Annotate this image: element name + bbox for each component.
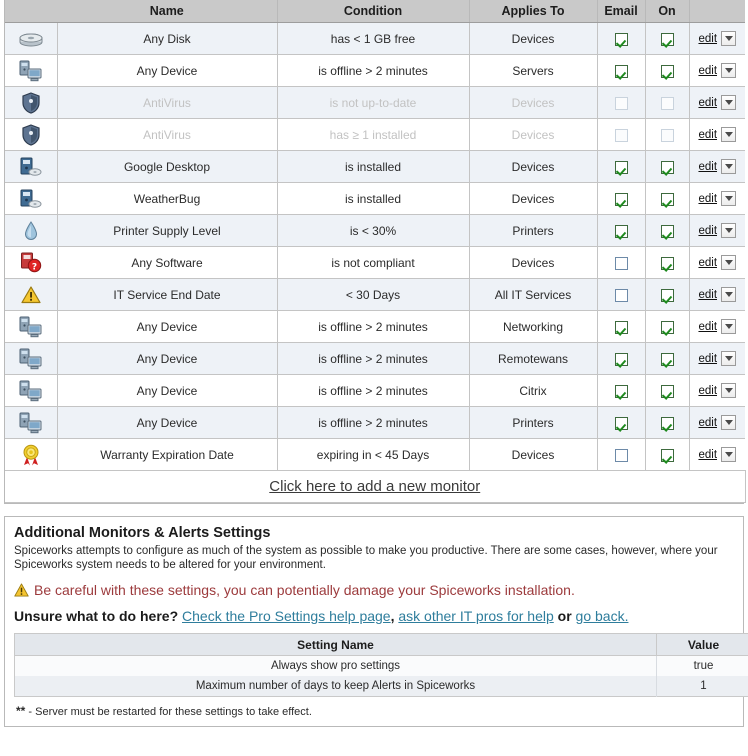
monitor-name: AntiVirus [57,119,277,151]
chevron-down-icon[interactable] [721,159,736,174]
on-checkbox[interactable] [661,129,674,142]
email-checkbox[interactable] [615,97,628,110]
software-icon [19,189,43,209]
setting-value[interactable]: true [657,656,748,677]
monitor-name: AntiVirus [57,87,277,119]
settings-table-header-row [15,634,748,656]
monitor-condition: has < 1 GB free [277,23,469,55]
monitor-condition: < 30 Days [277,279,469,311]
monitor-on-cell [645,439,689,471]
monitor-name: Any Device [57,343,277,375]
on-checkbox[interactable] [661,417,674,430]
monitor-email-cell [597,215,645,247]
monitor-condition: is offline > 2 minutes [277,311,469,343]
email-checkbox[interactable] [615,129,628,142]
monitor-email-cell [597,279,645,311]
chevron-down-icon[interactable] [721,351,736,366]
chevron-down-icon[interactable] [721,255,736,270]
monitor-icon-cell [5,439,57,471]
monitor-icon-cell [5,343,57,375]
chevron-down-icon[interactable] [721,127,736,142]
monitor-name: Warranty Expiration Date [57,439,277,471]
edit-monitor-link[interactable]: edit [698,416,718,429]
setting-name: Maximum number of days to keep Alerts in Spiceworks [15,676,657,697]
monitor-applies-to: Devices [469,151,597,183]
pro-settings-help-link[interactable]: Check the Pro Settings help page [182,608,391,624]
monitor-actions-cell [689,375,745,407]
monitor-applies-to: Devices [469,183,597,215]
edit-monitor-link[interactable]: edit [698,352,718,365]
monitor-actions-cell [689,215,745,247]
monitor-name: Any Device [57,375,277,407]
email-checkbox[interactable] [615,417,628,430]
edit-monitor-link[interactable]: edit [698,192,718,205]
monitor-email-cell [597,119,645,151]
edit-monitor-link[interactable]: edit [698,128,718,141]
monitor-icon-cell [5,407,57,439]
column-header-email: Email [597,0,645,23]
list-item [15,656,748,677]
on-checkbox[interactable] [661,97,674,110]
monitor-on-cell [645,87,689,119]
settings-panel-description: Spiceworks attempts to configure as much of the system as possible to make you productive. There are some cases, however, where your Spiceworks system needs to be altered for your environment. [14,545,718,571]
monitor-email-cell [597,23,645,55]
monitor-condition: is installed [277,183,469,215]
monitor-name: Printer Supply Level [57,215,277,247]
add-monitor-cell [5,471,745,503]
or-word: or [557,608,572,624]
monitor-condition: is offline > 2 minutes [277,343,469,375]
email-checkbox[interactable] [615,193,628,206]
monitor-name: IT Service End Date [57,279,277,311]
monitors-table [5,0,746,503]
chevron-down-icon[interactable] [721,191,736,206]
monitor-email-cell [597,151,645,183]
on-checkbox[interactable] [661,161,674,174]
column-header-actions [689,0,745,23]
on-checkbox[interactable] [661,449,674,462]
monitor-on-cell [645,183,689,215]
device-icon [19,60,43,82]
edit-monitor-link[interactable]: edit [698,64,718,77]
monitor-email-cell [597,87,645,119]
chevron-down-icon[interactable] [721,415,736,430]
monitor-actions-cell [689,439,745,471]
warning-triangle-icon [14,583,29,597]
table-row [5,119,745,151]
table-row [5,151,745,183]
chevron-down-icon[interactable] [721,383,736,398]
email-checkbox[interactable] [615,257,628,270]
table-row [5,215,745,247]
monitors-table-header-row [5,0,745,23]
footnote-marker: ** [16,704,26,718]
monitor-on-cell [645,375,689,407]
monitor-actions-cell [689,183,745,215]
settings-column-header-name: Setting Name [15,634,657,656]
monitor-applies-to: Devices [469,23,597,55]
warning-triangle-icon [21,286,41,304]
monitor-applies-to: Devices [469,87,597,119]
monitor-icon-cell [5,375,57,407]
table-row [5,439,745,471]
monitor-actions-cell [689,247,745,279]
monitor-on-cell [645,311,689,343]
monitor-applies-to: Networking [469,311,597,343]
monitor-condition: is not compliant [277,247,469,279]
edit-monitor-link[interactable]: edit [698,384,718,397]
monitor-condition: is installed [277,151,469,183]
email-checkbox[interactable] [615,321,628,334]
monitor-applies-to: All IT Services [469,279,597,311]
monitor-email-cell [597,311,645,343]
monitor-actions-cell [689,343,745,375]
monitor-icon-cell [5,151,57,183]
on-checkbox[interactable] [661,225,674,238]
edit-monitor-link[interactable]: edit [698,256,718,269]
monitor-on-cell [645,279,689,311]
device-icon [19,412,43,434]
disk-icon [18,30,44,48]
column-header-icon [5,0,57,23]
table-row [5,183,745,215]
settings-warning-line [14,582,734,598]
monitor-icon-cell [5,311,57,343]
monitor-icon-cell [5,215,57,247]
monitor-applies-to: Devices [469,247,597,279]
device-icon [19,380,43,402]
monitor-on-cell [645,247,689,279]
list-item [15,676,748,697]
monitor-condition: is < 30% [277,215,469,247]
unsure-prefix-text: Unsure what to do here? [14,608,179,624]
monitor-email-cell [597,439,645,471]
monitor-name: WeatherBug [57,183,277,215]
monitor-email-cell [597,407,645,439]
monitor-email-cell [597,183,645,215]
monitor-condition: is offline > 2 minutes [277,55,469,87]
monitors-table-container [4,0,744,504]
monitor-name: Any Disk [57,23,277,55]
warranty-ribbon-icon [21,444,41,466]
monitor-applies-to: Citrix [469,375,597,407]
email-checkbox[interactable] [615,289,628,302]
monitor-on-cell [645,151,689,183]
on-checkbox[interactable] [661,353,674,366]
software-question-icon [20,252,42,273]
column-header-name: Name [57,0,277,23]
svg-text:?: ? [31,262,37,273]
settings-warning-text: Be careful with these settings, you can potentially damage your Spiceworks installation. [34,582,575,598]
settings-table [14,633,748,697]
monitor-actions-cell [689,119,745,151]
monitor-actions-cell [689,151,745,183]
on-checkbox[interactable] [661,33,674,46]
monitor-actions-cell [689,279,745,311]
setting-value[interactable]: 1 [657,676,748,697]
settings-footnote [16,704,734,718]
monitor-on-cell [645,215,689,247]
chevron-down-icon[interactable] [721,287,736,302]
monitor-actions-cell [689,55,745,87]
email-checkbox[interactable] [615,449,628,462]
add-new-monitor-link[interactable]: Click here to add a new monitor [269,478,481,495]
monitor-name: Any Device [57,55,277,87]
chevron-down-icon[interactable] [721,95,736,110]
table-row [5,343,745,375]
chevron-down-icon[interactable] [721,319,736,334]
go-back-link[interactable]: go back. [575,608,629,624]
settings-column-header-value: Value [657,634,748,656]
monitor-condition: is offline > 2 minutes [277,375,469,407]
setting-name: Always show pro settings [15,656,657,677]
monitor-actions-cell [689,407,745,439]
monitor-condition: is offline > 2 minutes [277,407,469,439]
footnote-text: - Server must be restarted for these settings to take effect. [25,706,312,718]
chevron-down-icon[interactable] [721,63,736,78]
monitor-icon-cell [5,247,57,279]
monitor-on-cell [645,23,689,55]
monitor-actions-cell [689,311,745,343]
table-row [5,375,745,407]
ink-drop-icon [24,221,38,241]
monitor-email-cell [597,375,645,407]
monitor-condition: expiring in < 45 Days [277,439,469,471]
email-checkbox[interactable] [615,225,628,238]
monitor-icon-cell [5,55,57,87]
edit-monitor-link[interactable]: edit [698,160,718,173]
monitor-icon-cell [5,23,57,55]
on-checkbox[interactable] [661,193,674,206]
table-row [5,23,745,55]
monitor-name: Any Device [57,407,277,439]
edit-monitor-link[interactable]: edit [698,320,718,333]
additional-settings-panel [4,516,744,727]
monitor-applies-to: Printers [469,407,597,439]
settings-panel-title: Additional Monitors & Alerts Settings [14,525,271,541]
on-checkbox[interactable] [661,385,674,398]
edit-monitor-link[interactable]: edit [698,96,718,109]
shield-icon [22,92,40,114]
monitor-on-cell [645,407,689,439]
monitor-applies-to: Remotewans [469,343,597,375]
monitor-on-cell [645,55,689,87]
table-row [5,55,745,87]
monitor-applies-to: Devices [469,439,597,471]
on-checkbox[interactable] [661,65,674,78]
ask-it-pros-link[interactable]: ask other IT pros for help [398,608,554,624]
monitor-applies-to: Printers [469,215,597,247]
monitor-actions-cell [689,23,745,55]
email-checkbox[interactable] [615,385,628,398]
software-icon [19,157,43,177]
monitor-applies-to: Servers [469,55,597,87]
monitor-icon-cell [5,183,57,215]
edit-monitor-link[interactable]: edit [698,32,718,45]
monitor-email-cell [597,55,645,87]
shield-icon [22,124,40,146]
monitor-icon-cell [5,119,57,151]
monitor-email-cell [597,343,645,375]
monitor-condition: is not up-to-date [277,87,469,119]
email-checkbox[interactable] [615,65,628,78]
monitor-name: Google Desktop [57,151,277,183]
edit-monitor-link[interactable]: edit [698,448,718,461]
table-row [5,87,745,119]
monitor-email-cell [597,247,645,279]
table-row [5,247,745,279]
monitor-name: Any Software [57,247,277,279]
table-row [5,279,745,311]
monitor-on-cell [645,343,689,375]
email-checkbox[interactable] [615,161,628,174]
on-checkbox[interactable] [661,289,674,302]
monitor-applies-to: Devices [469,119,597,151]
device-icon [19,348,43,370]
monitor-icon-cell [5,279,57,311]
on-checkbox[interactable] [661,257,674,270]
table-row [5,311,745,343]
add-monitor-row [5,471,745,503]
monitor-name: Any Device [57,311,277,343]
link-separator: , [390,608,395,624]
monitor-icon-cell [5,87,57,119]
settings-help-line [14,608,734,624]
on-checkbox[interactable] [661,321,674,334]
edit-monitor-link[interactable]: edit [698,224,718,237]
monitor-condition: has ≥ 1 installed [277,119,469,151]
column-header-applies-to: Applies To [469,0,597,23]
chevron-down-icon[interactable] [721,31,736,46]
monitor-actions-cell [689,87,745,119]
column-header-on: On [645,0,689,23]
chevron-down-icon[interactable] [721,447,736,462]
table-row [5,407,745,439]
column-header-condition: Condition [277,0,469,23]
edit-monitor-link[interactable]: edit [698,288,718,301]
chevron-down-icon[interactable] [721,223,736,238]
email-checkbox[interactable] [615,33,628,46]
device-icon [19,316,43,338]
monitor-on-cell [645,119,689,151]
email-checkbox[interactable] [615,353,628,366]
